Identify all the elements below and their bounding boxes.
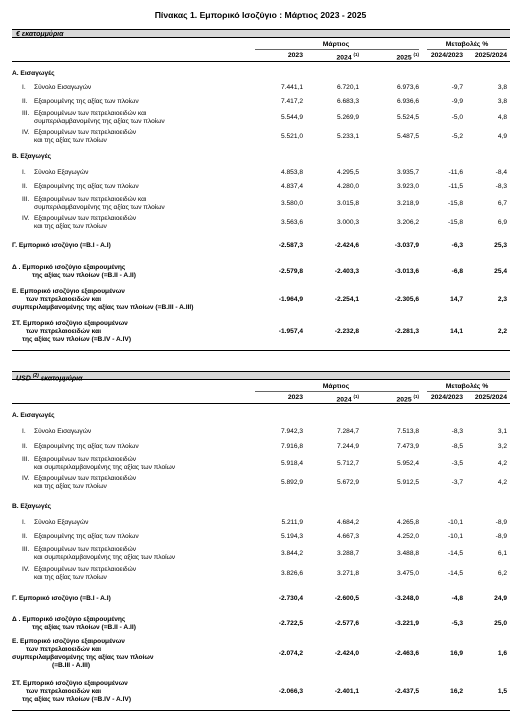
unit-header <box>12 29 510 38</box>
table-bottom-rule <box>12 710 510 711</box>
col-change-2: 2025/2024 <box>474 394 507 401</box>
col-change-1: 2024/2023 <box>430 394 463 401</box>
unit-label: € εκατομμύρια <box>16 31 64 38</box>
change-header: Μεταβολές % <box>445 383 489 390</box>
divider <box>427 49 507 50</box>
table-usd <box>12 371 510 404</box>
col-change-1: 2024/2023 <box>430 52 463 59</box>
page: Πίνακας 1. Εμπορικό Ισοζύγιο : Μάρτιος 2023 - 2025 € εκατομμύρια Μάρτιος Μεταβολές % 2023 2024 $^{(1)}$ 2025 $^{(1)}$ 2024/2023 2025/2024 Α. Εισαγωγές I. Σύνολο Εισαγωγών 7.441,1 6.720,1 6.973,6 -9,7 3,8 II. Εξαιρουμένης της αξίας των πλοίων 7.417,2 6.683,3 6.936,6 -9,9 3,8 III. Εξαιρουμένων των πετρελαιοειδών και συμπεριλαμβανομένης της αξίας των πλοίων 5.544,9 5.269,9 5.524,5 -5,0 4,8 IV. Εξαιρουμένων των πετρελαιοειδών και της αξίας των πλοίων 5.521,0 5.233,1 5.487,5 -5,2 4,9 Β. Εξαγωγές I. Σύνολο Εξαγωγών 4.853,8 4.295,5 3.935,7 -11,6 -8,4 II. Εξαιρουμένης της αξίας των πλοίων 4.837,4 4.280,0 3.923,0 -11,5 -8,3 III. Εξαιρουμένων των πετρελαιοειδών και συμπεριλαμβανομένης της αξίας των πλοίων 3.580,0 3.015,8 3.218,9 -15,8 6,7 IV. Εξαιρουμένων των πετρελαιοειδών και της αξίας των πλοίων 3.563,6 3.000,3 3.206,2 -15,8 6,9 Γ. Εμπορικό ισοζύγιο (=B.I - A.I) -2.587,3 -2.424,6 -3.037,9 -6,3 25,3 Δ . Εμπορικό ισοζύγιο εξαιρουμένης της αξίας των πλοίων (=Β.ΙΙ - Α.ΙΙ) -2.579,8 -2.403,3 -3.013,6 -6,8 25,4 Ε. Εμπορικό ισοζύγιο εξαιρουμένων των πετρελαιοειδών και συμπεριλαμβανομένης της αξίας των πλοίων (=B.III - A.III) -1.964,9 -2.254,1 -2.305,6 14,7 2,3 ΣΤ. Εμπορικό ισοζύγιο εξαιρουμένων των πετρελαιοειδών και της αξίας των πλοίων (=B.IV - A.IV) -1.957,4 -2.232,8 -2.281,3 14,1 2,2 USD $^{(2)}$ εκατομμύρια Μάρτιος Μεταβολές % 2023 2024 $^{(1)}$ 2025 $^{(1)}$ 2024/2023 2025/2024 Α. Εισαγωγές I. Σύνολο Εισαγωγών 7.942,3 7.284,7 7.513,8 -8,3 3,1 II. Εξαιρουμένης της αξίας των πλοίων 7.916,8 7.244,9 7.473,9 -8,5 3,2 III. Εξαιρουμένων των πετρελαιοειδών και συμπεριλαμβανομένης της αξίας των πλοίων 5.918,4 5.712,7 5.952,4 -3,5 4,2 IV. Εξαιρουμένων των πετρελαιοειδών και της αξίας των πλοίων 5.892,9 5.672,9 5.912,5 -3,7 4,2 Β. Εξαγωγές I. Σύνολο Εξαγωγών 5.211,9 4.684,2 4.265,8 -10,1 -8,9 II. Εξαιρουμένης της αξίας των πλοίων 5.194,3 4.667,3 4.252,0 -10,1 -8,9 III. Εξαιρουμένων των πετρελαιοειδών και συμπεριλαμβανομένης της αξίας των πλοίων 3.844,2 3.288,7 3.488,8 -14,5 6,1 IV. Εξαιρουμένων των πετρελαιοειδών και της αξίας των πλοίων 3.826,6 3.271,8 3.475,0 -14,5 6,2 Γ. Εμπορικό ισοζύγιο (=B.I - A.I) -2.730,4 -2.600,5 -3.248,0 -4,8 24,9 Δ . Εμπορικό ισοζύγιο εξαιρουμένης της αξίας των πλοίων (=Β.ΙΙ - Α.ΙΙ) -2.722,5 -2.577,6 -3.221,9 -5,3 25,0 Ε. Εμπορικό ισοζύγιο εξαιρουμένων των πετρελαιοειδών και συμπεριλαμβανομένης της αξίας των πλοίων (=B.III - A.III) -2.074,2 -2.424,0 -2.463,6 16,9 1,6 ΣΤ. Εμπορικό ισοζύγιο εξαιρουμένων των πετρελαιοειδών και της αξίας των πλοίων (=B.IV - A.IV) -2.066,3 -2.401,1 -2.437,5 16,2 1,5 <box>0 0 521 718</box>
col-2024: 2024 $^{(1)}$ <box>336 52 359 62</box>
col-2023: 2023 <box>287 394 303 401</box>
divider <box>427 391 507 392</box>
col-2023: 2023 <box>287 52 303 59</box>
page-title: Πίνακας 1. Εμπορικό Ισοζύγιο : Μάρτιος 2023 - 2025 <box>154 10 367 20</box>
col-change-2: 2025/2024 <box>474 52 507 59</box>
divider <box>255 49 419 50</box>
col-2025: 2025 $^{(1)}$ <box>396 52 419 62</box>
change-header: Μεταβολές % <box>445 41 489 48</box>
march-header: Μάρτιος <box>322 41 350 48</box>
table-bottom-rule <box>12 350 510 351</box>
col-2024: 2024 $^{(1)}$ <box>336 394 359 404</box>
col-2025: 2025 $^{(1)}$ <box>396 394 419 404</box>
column-headers <box>12 380 510 404</box>
table-eur <box>12 29 510 62</box>
column-headers <box>12 38 510 62</box>
march-header: Μάρτιος <box>322 383 350 390</box>
divider <box>255 391 419 392</box>
unit-header: USD $^{(2)}$ εκατομμύρια <box>12 371 510 380</box>
